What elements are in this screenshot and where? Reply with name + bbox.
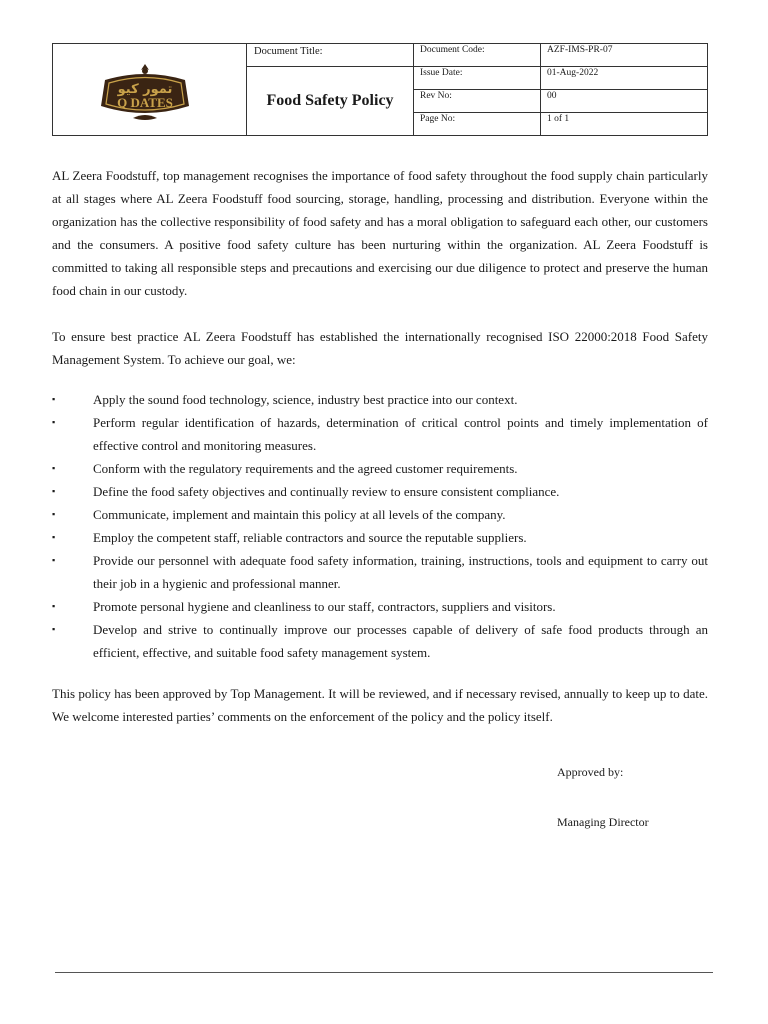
document-title: Food Safety Policy (247, 67, 414, 136)
q-dates-logo (95, 60, 195, 126)
list-item (52, 388, 708, 411)
approved-by-label: Approved by: (557, 765, 624, 779)
list-item-text: Define the food safety objectives and continually review to ensure consistent compliance. (93, 484, 560, 499)
bullet-mark: ▪ (52, 555, 56, 565)
bullet-mark: ▪ (52, 417, 56, 427)
logo-arabic-text: تمور كيو (117, 82, 173, 97)
issue-date-label: Issue Date: (414, 67, 541, 90)
bullet-mark: ▪ (52, 463, 56, 473)
list-item (52, 411, 708, 457)
list-item-text: Conform with the regulatory requirements and the agreed customer requirements. (93, 461, 518, 476)
list-item (52, 526, 708, 549)
list-item (52, 480, 708, 503)
list-item-text: Communicate, implement and maintain this policy at all levels of the company. (93, 507, 506, 522)
footer-divider (55, 972, 713, 973)
list-item-text: Provide our personnel with adequate food safety information, training, instructions, tools and equipment to carry out their job in a hygienic and professional manner. (93, 553, 708, 591)
list-item-text: Develop and strive to continually improve our processes capable of delivery of safe food products through an efficient, effective, and suitable food safety management system. (93, 622, 708, 660)
bullet-mark: ▪ (52, 532, 56, 542)
managing-director-label: Managing Director (557, 815, 649, 829)
document-code-label: Document Code: (414, 44, 541, 67)
page-no-label: Page No: (414, 113, 541, 136)
policy-commitments-list (52, 388, 708, 664)
intro-paragraph: AL Zeera Foodstuff, top management recognises the importance of food safety throughout the food supply chain particularly at all stages where AL Zeera Foodstuff food sourcing, storage, handling, processing and distribution. Everyone within the organization has the collective responsibility of food safety and has a moral obligation to safeguard each other, our customers and the consumers. A positive food safety culture has been nurturing within the organization. AL Zeera Foodstuff is committed to taking all responsible steps and precautions and exercising our due diligence to protect and preserve the human food chain in our custody. (52, 168, 708, 298)
approval-paragraph: This policy has been approved by Top Management. It will be reviewed, and if necessary revised, annually to keep up to date. We welcome interested parties’ comments on the enforcement of the policy and the policy itself. (52, 686, 708, 724)
logo-english-text: Q DATES (117, 95, 173, 110)
document-code-value: AZF-IMS-PR-07 (541, 44, 708, 67)
bullet-mark: ▪ (52, 394, 56, 404)
list-item (52, 549, 708, 595)
list-item (52, 457, 708, 480)
rev-no-value: 00 (541, 90, 708, 113)
logo-cell (53, 44, 247, 136)
document-title-label: Document Title: (247, 44, 414, 67)
list-item-text: Employ the competent staff, reliable contractors and source the reputable suppliers. (93, 530, 527, 545)
bullet-mark: ▪ (52, 509, 56, 519)
issue-date-value: 01-Aug-2022 (541, 67, 708, 90)
document-header-table (52, 43, 708, 136)
list-item-text: Perform regular identification of hazards, determination of critical control points and timely implementation of effective control and monitoring measures. (93, 415, 708, 453)
list-item (52, 503, 708, 526)
bullet-mark: ▪ (52, 624, 56, 634)
bullet-mark: ▪ (52, 601, 56, 611)
list-item-text: Apply the sound food technology, science, industry best practice into our context. (93, 392, 518, 407)
list-item-text: Promote personal hygiene and cleanliness to our staff, contractors, suppliers and visitors. (93, 599, 556, 614)
rev-no-label: Rev No: (414, 90, 541, 113)
iso-paragraph: To ensure best practice AL Zeera Foodstuff has established the internationally recognised ISO 22000:2018 Food Safety Management System. To achieve our goal, we: (52, 329, 708, 367)
page-no-value: 1 of 1 (541, 113, 708, 136)
list-item (52, 595, 708, 618)
bullet-mark: ▪ (52, 486, 56, 496)
list-item (52, 618, 708, 664)
